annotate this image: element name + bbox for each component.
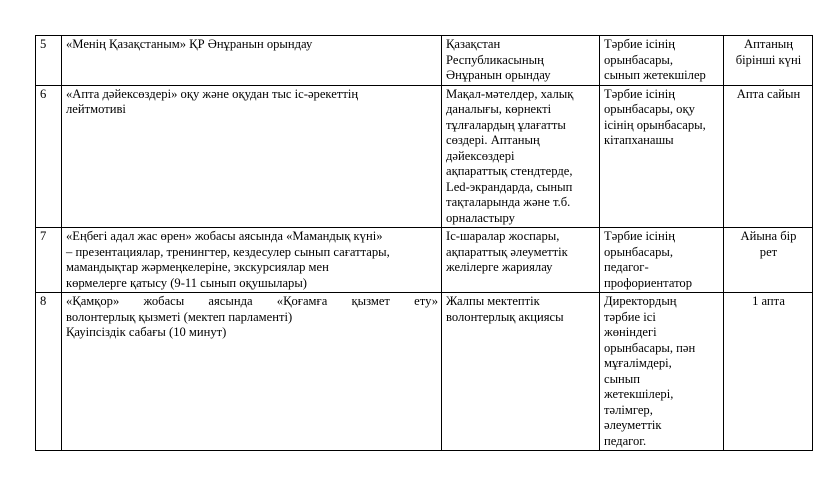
- responsible-cell-line: жөніндегі: [604, 325, 657, 339]
- event-form-cell-line: тұлғалардың ұлағатты: [446, 117, 566, 132]
- event-name-cell-line: волонтерлық қызметі (мектеп парламенті): [66, 309, 293, 324]
- row-number-cell: 5: [36, 36, 62, 86]
- row-number-cell: 7: [36, 228, 62, 293]
- event-name-cell-line: – презентациялар, тренингтер, кездесулер сынып сағаттары,: [66, 244, 390, 259]
- period-cell: [724, 85, 813, 228]
- responsible-cell-line: сынып жетекшілер: [604, 68, 706, 82]
- table-row: [36, 36, 813, 86]
- plan-table: [35, 35, 813, 451]
- event-name-cell-line: «Апта дәйексөздері» оқу және оқудан тыс іс-әрекеттің: [66, 86, 359, 101]
- event-form-cell-line: Мақал-мәтелдер, халық: [446, 86, 574, 101]
- event-name-cell-line: мамандықтар жәрмеңкелеріне, экскурсиялар мен: [66, 260, 329, 274]
- responsible-cell-line: тәрбие ісі: [604, 309, 656, 324]
- event-form-cell-line: ақпараттық стендтерде,: [446, 164, 573, 178]
- period-cell: [724, 293, 813, 451]
- responsible-cell-line: тәлімгер,: [604, 402, 653, 417]
- responsible-cell-line: Директордың: [604, 294, 677, 308]
- event-name-cell: [62, 85, 442, 228]
- event-form-cell-line: сөздері. Аптаның: [446, 133, 540, 147]
- event-form-cell-line: волонтерлық акциясы: [446, 309, 564, 324]
- event-name-cell-line: лейтмотиві: [66, 102, 126, 116]
- responsible-cell-line: профориентатор: [604, 275, 693, 290]
- event-name-cell-line: «Қамқор» жобасы аясында «Қоғамға қызмет ету»: [66, 294, 438, 308]
- responsible-cell-line: әлеуметтік: [604, 418, 662, 432]
- event-name-cell: [62, 36, 442, 86]
- event-form-cell-line: желілерге жариялау: [446, 260, 553, 274]
- event-form-cell-line: Республикасының: [446, 52, 544, 67]
- responsible-cell-line: орынбасары,: [604, 52, 674, 67]
- event-form-cell-line: Әнұранын орындау: [446, 68, 551, 82]
- responsible-cell-line: сынып: [604, 371, 640, 386]
- event-name-cell-line: Қауіпсіздік сабағы (10 минут): [66, 325, 227, 339]
- event-form-cell: [442, 36, 600, 86]
- plan-table-body: [36, 36, 813, 451]
- responsible-cell-line: кітапханашы: [604, 133, 674, 147]
- event-form-cell: [442, 85, 600, 228]
- responsible-cell: [600, 228, 724, 293]
- event-name-cell: [62, 228, 442, 293]
- responsible-cell: [600, 293, 724, 451]
- responsible-cell-line: педагог.: [604, 433, 647, 448]
- responsible-cell-line: мұғалімдері,: [604, 356, 672, 370]
- event-form-cell-line: Іс-шаралар жоспары,: [446, 229, 560, 243]
- responsible-cell-line: педагог-: [604, 260, 649, 274]
- period-cell-line: Айына бір: [740, 229, 797, 243]
- event-form-cell: [442, 228, 600, 293]
- event-form-cell-line: орналастыру: [446, 210, 515, 225]
- event-form-cell-line: Жалпы мектептік: [446, 294, 540, 308]
- period-cell-line: бірінші күні: [735, 52, 802, 67]
- table-row: [36, 85, 813, 228]
- event-name-cell: [62, 293, 442, 451]
- row-number-cell: 8: [36, 293, 62, 451]
- period-cell-line: 1 апта: [752, 294, 785, 308]
- responsible-cell-line: Тәрбие ісінің: [604, 37, 676, 51]
- period-cell-line: Аптаның: [743, 37, 794, 51]
- responsible-cell: [600, 36, 724, 86]
- period-cell: [724, 228, 813, 293]
- event-form-cell-line: Қазақстан: [446, 37, 501, 51]
- event-form-cell-line: тақталарында және т.б.: [446, 195, 571, 209]
- period-cell-line: рет: [759, 244, 778, 259]
- responsible-cell-line: жетекшілері,: [604, 387, 674, 401]
- event-form-cell-line: ақпараттық әлеуметтік: [446, 244, 568, 259]
- event-form-cell: [442, 293, 600, 451]
- responsible-cell-line: орынбасары,: [604, 244, 674, 259]
- table-row: [36, 228, 813, 293]
- responsible-cell-line: Тәрбие ісінің: [604, 86, 676, 101]
- responsible-cell-line: Тәрбие ісінің: [604, 229, 676, 243]
- event-form-cell-line: дәйексөздері: [446, 148, 515, 163]
- event-form-cell-line: даналығы, көрнекті: [446, 102, 552, 116]
- event-name-cell-line: көрмелерге қатысу (9-11 сынып оқушылары): [66, 275, 308, 290]
- row-number-cell: 6: [36, 85, 62, 228]
- table-row: [36, 293, 813, 451]
- responsible-cell-line: орынбасары, оқу: [604, 102, 695, 116]
- period-cell-line: Апта сайын: [736, 86, 801, 101]
- responsible-cell-line: ісінің орынбасары,: [604, 117, 706, 132]
- event-name-cell-line: «Еңбегі адал жас өрен» жобасы аясында «Мамандық күні»: [66, 229, 383, 243]
- responsible-cell-line: орынбасары, пән: [604, 340, 696, 355]
- responsible-cell: [600, 85, 724, 228]
- event-form-cell-line: Led-экрандарда, сынып: [446, 179, 573, 194]
- period-cell: [724, 36, 813, 86]
- event-name-cell-line: «Менің Қазақстаным» ҚР Әнұранын орындау: [66, 37, 313, 51]
